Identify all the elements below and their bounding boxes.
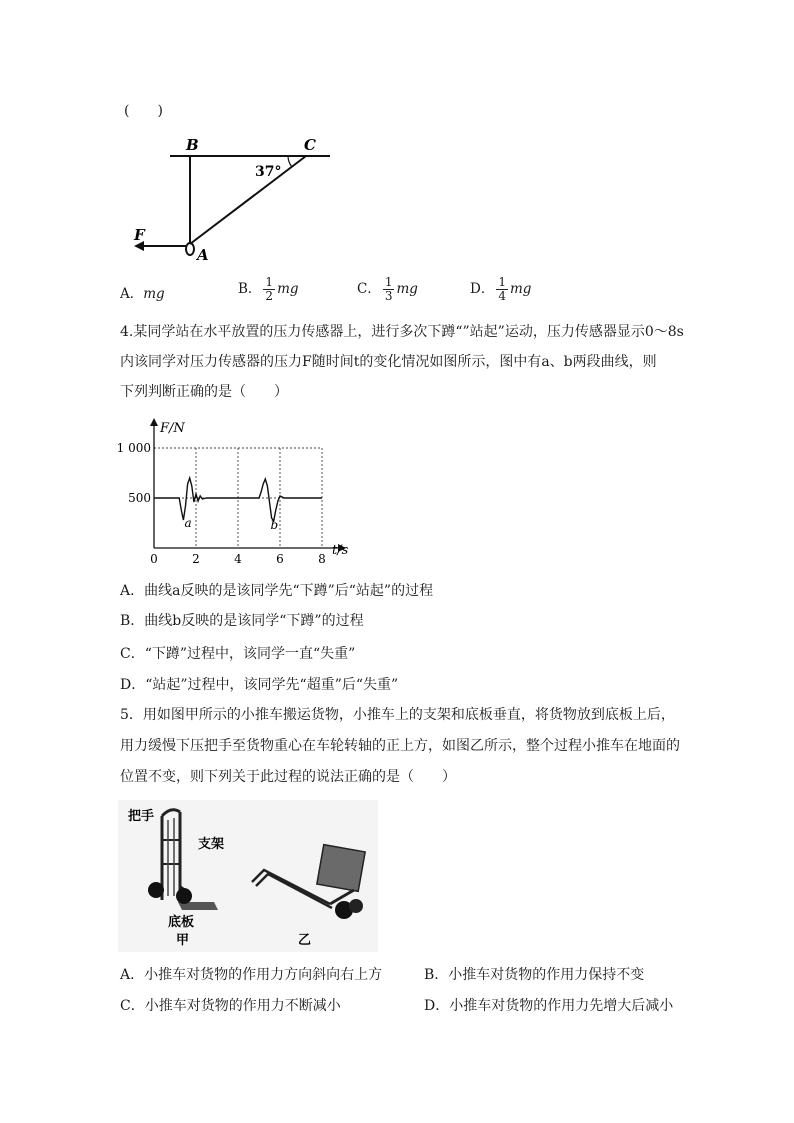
q5-stem-line2: 用力缓慢下压把手至货物重心在车轮转轴的正上方，如图乙所示，整个过程小推车在地面的 [120, 738, 680, 754]
q5-option-a[interactable]: A．小推车对货物的作用力方向斜向右上方 [120, 967, 383, 983]
q3-option-c[interactable] [357, 276, 418, 303]
x-axis-label: t/s [332, 543, 349, 558]
q5-stem-line1: 5．用如图甲所示的小推车搬运货物，小推车上的支架和底板垂直，将货物放到底板上后， [120, 707, 675, 723]
rope-ac [190, 156, 306, 244]
q4-stem-line1: 4.某同学站在水平放置的压力传感器上，进行多次下蹲“”站起”运动，压力传感器显示0～8s [120, 324, 684, 340]
q5-stem-line3: 位置不变，则下列关于此过程的说法正确的是（ ） [120, 769, 456, 785]
fraction [496, 276, 508, 303]
q3-option-b[interactable] [238, 276, 299, 303]
option-label: C． [357, 281, 381, 297]
x-tick-label: 8 [318, 552, 326, 564]
q4-option-c[interactable]: C．“下蹲”过程中，该同学一直“失重” [120, 646, 356, 662]
angle-arc [288, 156, 292, 167]
q4-force-time-chart [116, 418, 366, 564]
curve-label-a: a [184, 516, 192, 530]
cargo-box [317, 845, 365, 892]
fraction [383, 276, 395, 303]
numerator: 1 [498, 275, 506, 289]
x-tick-label: 4 [234, 552, 242, 564]
option-text: mg [396, 281, 418, 297]
label-bracket: 支架 [198, 837, 225, 852]
option-text: mg [277, 281, 299, 297]
answer-bracket: ( ) [124, 103, 163, 119]
q3-option-a[interactable] [120, 284, 165, 304]
numerator: 1 [265, 275, 274, 289]
option-label: A． [120, 286, 144, 302]
q5-option-c[interactable]: C．小推车对货物的作用力不断减小 [120, 998, 341, 1014]
x-tick-label: 2 [192, 552, 200, 564]
q4-stem-line2: 内该同学对压力传感器的压力F随时间t的变化情况如图所示，图中有a、b两段曲线，则 [120, 354, 657, 370]
label-c: C [304, 136, 316, 154]
cart-tilted [252, 845, 365, 919]
q5-option-d[interactable]: D．小推车对货物的作用力先增大后减小 [424, 998, 674, 1014]
label-f: F [134, 226, 145, 244]
option-label: D． [470, 281, 495, 297]
label-a: A [197, 246, 209, 264]
denominator: 3 [384, 289, 393, 303]
tick-labels [117, 441, 326, 564]
q4-option-a[interactable]: A．曲线a反映的是该同学先“下蹲”后“站起”的过程 [120, 583, 434, 599]
label-jia: 甲 [176, 933, 190, 948]
q5-option-b[interactable]: B．小推车对货物的作用力保持不变 [424, 967, 645, 983]
q3-force-diagram [120, 132, 340, 267]
q5-cart-figure [118, 800, 378, 952]
x-tick-label: 0 [150, 552, 158, 564]
y-axis-label: F/N [160, 421, 185, 436]
option-label: B． [238, 281, 262, 297]
q3-option-d[interactable] [470, 276, 531, 303]
curve-label-b: b [270, 518, 279, 532]
q4-stem-line3: 下列判断正确的是（ ） [120, 384, 288, 400]
y-tick-label: 1 000 [116, 441, 151, 455]
cart-upright [148, 810, 218, 910]
y-axis-arrow [150, 418, 158, 426]
label-base: 底板 [168, 915, 195, 930]
angle-label: 37° [255, 164, 282, 180]
fraction [263, 276, 275, 303]
numerator: 1 [384, 275, 393, 289]
label-handle: 把手 [128, 809, 155, 824]
ring-a [186, 243, 194, 255]
option-text: mg [143, 286, 165, 302]
y-tick-label: 500 [128, 491, 151, 505]
option-text: mg [509, 281, 532, 297]
label-b: B [186, 136, 199, 154]
q4-option-d[interactable]: D．“站起”过程中，该同学先“超重”后“失重” [120, 677, 399, 693]
label-yi: 乙 [298, 933, 312, 948]
x-tick-label: 6 [276, 552, 284, 564]
denominator: 2 [265, 289, 274, 303]
q4-option-b[interactable]: B．曲线b反映的是该同学“下蹲”的过程 [120, 613, 364, 629]
denominator: 4 [498, 289, 506, 303]
